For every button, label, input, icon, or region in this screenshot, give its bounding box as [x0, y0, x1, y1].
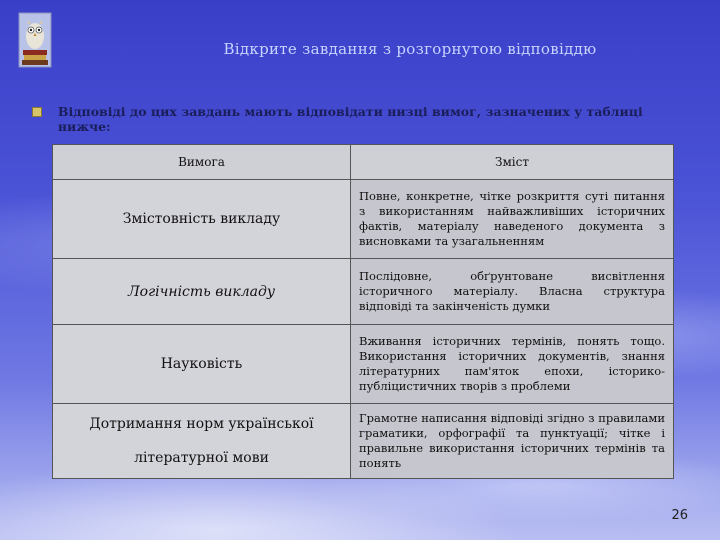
requirement-cell	[53, 404, 351, 479]
table-row	[53, 259, 674, 325]
square-bullet-icon	[32, 107, 42, 117]
content-cell: Грамотне написання відповіді згідно з правилами граматики, орфографії та пунктуації; чітке і правильне використання історичних термінів та понять	[351, 404, 674, 479]
bullet-text: Відповіді до цих завдань мають відповідати низці вимог, зазначених у таблиці нижче:	[57, 104, 643, 134]
bullet-item	[32, 104, 692, 134]
slide-title: Відкрите завдання з розгорнутою відповіддю	[223, 40, 597, 58]
requirements-table	[52, 144, 674, 479]
content-cell: Вживання історичних термінів, понять тощо. Використання історичних документів, знання літературних пам'яток епохи, історико-публіцистичних творів з проблеми	[351, 325, 674, 404]
requirement-line: літературної мови	[134, 450, 269, 466]
content-cell: Послідовне, обґрунтоване висвітлення історичного матеріалу. Власна структура відповіді та закінченість думки	[351, 259, 674, 325]
header-requirement: Вимога	[53, 145, 351, 180]
requirement-line: Дотримання норм української	[89, 416, 314, 432]
table-row	[53, 404, 674, 479]
header-content: Зміст	[351, 145, 674, 180]
page-number: 26	[671, 508, 688, 523]
owl-on-books-icon	[18, 12, 52, 68]
table-header-row	[53, 145, 674, 180]
content-cell: Повне, конкретне, чітке розкриття суті питання з використанням найважливіших історичних фактів, матеріалу наведеного документа з висновками та узагальненням	[351, 180, 674, 259]
requirement-cell: Науковість	[53, 325, 351, 404]
requirement-cell: Змістовність викладу	[53, 180, 351, 259]
table-row	[53, 325, 674, 404]
table-row	[53, 180, 674, 259]
requirement-cell: Логічність викладу	[53, 259, 351, 325]
